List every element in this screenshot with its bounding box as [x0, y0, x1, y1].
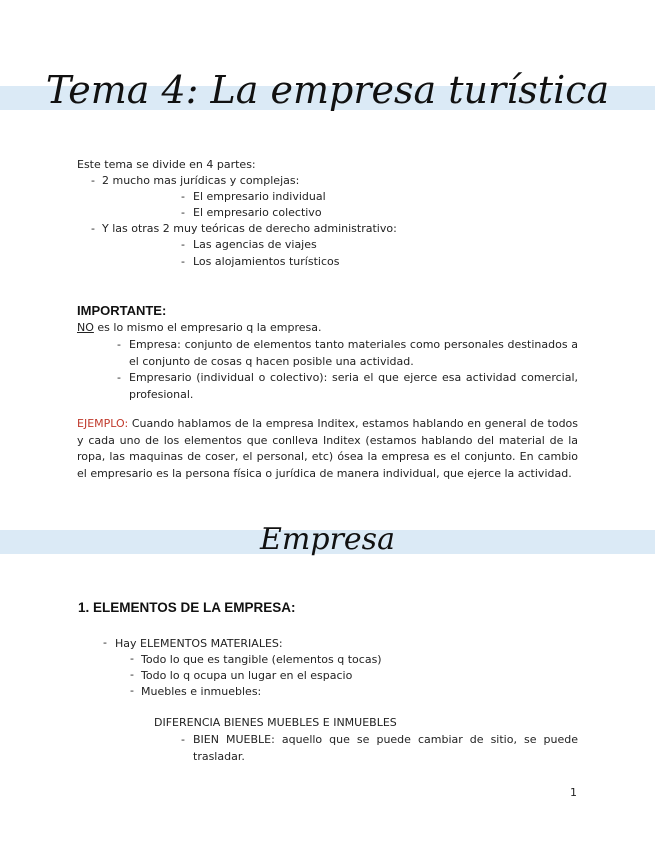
example-paragraph — [77, 416, 578, 482]
no-line-rest: es lo mismo el empresario q la empresa. — [93, 321, 322, 334]
intro-part1: 2 mucho mas jurídicas y complejas: — [102, 174, 300, 187]
section1-heading: 1. ELEMENTOS DE LA EMPRESA: — [78, 600, 296, 615]
important-no-line — [77, 321, 321, 335]
dash-icon: - — [130, 652, 134, 665]
dash-icon: - — [130, 668, 134, 681]
example-text: Cuando hablamos de la empresa Inditex, estamos hablando en general de todos y cada uno de los elementos que conlleva Inditex (estamos hablando del material de la ropa, las maquinas de coser, el personal, etc) ósea la empresa es el conjunto. En cambio el empresario es la persona física o jurídica de manera individual, que ejerce la actividad. — [77, 417, 579, 480]
material-item: Todo lo q ocupa un lugar en el espacio — [141, 669, 353, 682]
important-heading: IMPORTANTE: — [77, 303, 167, 318]
dash-icon: - — [181, 255, 185, 268]
dash-icon: - — [91, 222, 95, 235]
dash-icon: - — [181, 238, 185, 251]
dash-icon: - — [181, 190, 185, 203]
dash-icon: - — [103, 636, 107, 649]
dash-icon: - — [181, 206, 185, 219]
dash-icon: - — [91, 174, 95, 187]
material-item: Muebles e inmuebles: — [141, 685, 262, 698]
intro-line: Este tema se divide en 4 partes: — [77, 158, 256, 171]
page-number: 1 — [570, 786, 577, 799]
difference-heading: DIFERENCIA BIENES MUEBLES E INMUEBLES — [154, 716, 397, 729]
example-label: EJEMPLO — [77, 417, 125, 430]
example-separator: : — [124, 417, 132, 430]
intro-part2: Y las otras 2 muy teóricas de derecho administrativo: — [102, 222, 397, 235]
bien-mueble-text: BIEN MUEBLE: aquello que se puede cambiar de sitio, se puede trasladar. — [193, 733, 578, 763]
no-emphasis: NO — [77, 321, 94, 334]
intro-part1-item: El empresario colectivo — [193, 206, 322, 219]
material-item: Todo lo que es tangible (elementos q tocas) — [141, 653, 382, 666]
dash-icon: - — [117, 338, 121, 351]
dash-icon: - — [117, 371, 121, 384]
section-title: Empresa — [260, 522, 395, 557]
intro-part2-item: Las agencias de viajes — [193, 238, 317, 251]
important-item-empresario: Empresario (individual o colectivo): seria el que ejerce esa actividad comercial, profesional. — [129, 371, 578, 401]
intro-part2-item: Los alojamientos turísticos — [193, 255, 340, 268]
page-title: Tema 4: La empresa turística — [45, 68, 610, 112]
dash-icon: - — [130, 684, 134, 697]
important-item-empresa: Empresa: conjunto de elementos tanto materiales como personales destinados a el conjunto de cosas q hacen posible una actividad. — [129, 338, 578, 368]
materials-line: Hay ELEMENTOS MATERIALES: — [115, 637, 283, 650]
intro-part1-item: El empresario individual — [193, 190, 326, 203]
dash-icon: - — [181, 733, 185, 746]
